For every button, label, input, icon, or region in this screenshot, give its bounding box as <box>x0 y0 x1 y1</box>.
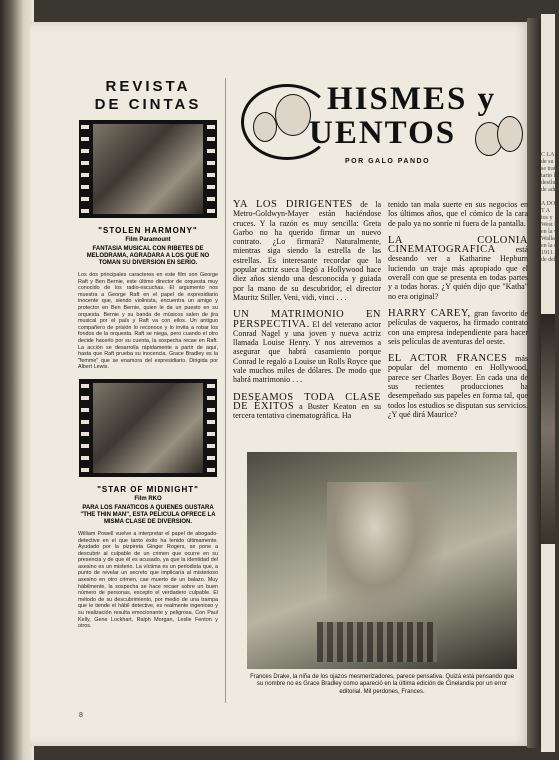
logo-title-line1: HISMES y <box>327 81 497 117</box>
gossip-item: tenido tan mala suerte en sus negocios en los últimos años, que el cómico de la cara de palo ya no sonríe ni fuera de la pantalla. <box>388 200 528 228</box>
gossip-column-a <box>233 200 381 429</box>
gossip-item: HARRY CAREY, gran favorito de películas de vaqueros, ha firmado contrato con una empresa independiente para hacer seis películas de aventuras del oeste. <box>388 307 528 346</box>
review-subhead: FANTASIA MUSICAL CON RIBETES DE MELODRAMA, AGRADARA A LOS QUE NO TOMAN SU DIVERSION EN SERIO. <box>86 246 210 266</box>
chismes-y-cuentos-header <box>237 82 527 174</box>
review-title: "STOLEN HARMONY" <box>98 226 198 235</box>
film-strip-photo <box>79 120 217 218</box>
page-gutter <box>527 18 541 748</box>
next-page-edge <box>541 14 559 752</box>
photo-caption: Frances Drake, la niña de los ojazos mesmerizadores, parece pensativa. Quizá está pensando que su nombre no es Grace Bradley como apareció en la última edición de Cinelandia por un error editorial. Mil perdones, Frances. <box>250 674 514 695</box>
column-divider <box>225 78 226 703</box>
film-perforations-icon <box>207 379 215 477</box>
review-studio: Film Paramount <box>125 237 171 243</box>
cartoon-man-illustration <box>275 94 311 136</box>
movie-still <box>93 124 203 214</box>
gossip-column-b <box>388 200 528 427</box>
review-body: William Powell vuelve a interpretar el papel de abogado-detective en el que tanto éxito ha tenido últimamente. Ayudado por la pizpireta Ginger Rogers, se pone a descubrir al culpable de un crimen que ocurre en su presencia y de que él es acusado, ya que la identidad del asesino es un misterio. La víctima es un periodista que, a punto de revelar un secreto que implicaría al misterioso asesino en otro crimen, cae muerto de un balazo. Muy hábilmente, la sospecha se hace recaer sobre un buen número de personas, excepto el verdadero culpable. El método de su descubrimiento, por medio de una trampa que le tiende el hábil detective, es realmente ingenioso y su realización resulta emocionante y peligrosa. Con Paul Kelly, Gene Lockhart, Ralph Morgan, Leslie Fenton y otros. <box>78 530 218 630</box>
frances-drake-photo <box>247 452 517 669</box>
review-subhead: PARA LOS FANATICOS A QUIENES GUSTARA "THE THIN MAN", ESTA PELICULA OFRECE LA MISMA CLASE DE DIVERSION. <box>80 504 216 525</box>
rug-pattern <box>317 622 437 662</box>
page-number: 8 <box>79 712 83 719</box>
book-spine <box>0 0 34 760</box>
actress-figure <box>327 482 447 632</box>
review-studio: Film RKO <box>134 495 162 502</box>
film-strip-photo <box>79 379 217 477</box>
gossip-item: EL ACTOR FRANCES más popular del momento en Hollywood, parece ser Charles Boyer. En cada una de sus recientes producciones ha desempeñado sus papeles en forma tal, que todos los estudios se disputan sus servicios. ¿Y qué dirá Maurice? <box>388 353 528 419</box>
film-perforations-icon <box>81 120 89 218</box>
next-page-photo <box>541 314 555 544</box>
cartoon-couple-illustration <box>497 116 523 152</box>
logo-title-line2: UENTOS <box>309 115 457 151</box>
film-perforations-icon <box>81 379 89 477</box>
gossip-item: LA COLONIA CINEMATOGRAFICA está deseando ver a Katharine Hepburn luciendo un traje más apropiado que el overall con que se presenta en todas partes y a todas horas. ¿Y quién dijo que "Katha" no era original? <box>388 234 528 301</box>
review-title: "STAR OF MIDNIGHT" <box>97 484 199 494</box>
byline: POR GALO PANDO <box>345 158 431 165</box>
gossip-item: DESEAMOS TODA CLASE DE ÉXITOS a Buster Keaton en su tercera tentativa cinematográfica. Ha <box>233 391 381 421</box>
revista-de-cintas-column <box>78 78 218 630</box>
film-perforations-icon <box>207 120 215 218</box>
gossip-item: UN MATRIMONIO EN PERSPECTIVA. El del veterano actor Conrad Nagel y una joven y nueva actriz llamada Louise Henry. Y nos atrevemos a asegurar que habrá casamiento porque Conrad le regaló a Louise un Rolls Royce que vale muchos miles de dólares. De modo que habrá matrimonio . . . <box>233 309 381 385</box>
section-title: REVISTA DE CINTAS <box>94 78 202 113</box>
movie-still <box>93 383 203 473</box>
next-page-text: C LA de su se trata tario l desilusi de adm A DO T A tos y West h en la v Wallac en la c 1911. de del <box>541 152 559 263</box>
cartoon-woman-illustration <box>253 112 277 142</box>
gossip-item: YA LOS DIRIGENTES de la Metro-Goldwyn-Mayer están haciéndose cruces. Y la razón es muy sencilla: Greta Garbo no ha querido firmar un nuevo contrato. ¿Lo firmará? Naturalmente, mientras siga siendo la estrella de las estrellas. Es interesante recordar que la popular actriz sueca llegó a Hollywood hace diez años siendo una desconocida y guiada por la mano de su descubridor, el director Mauritz Stiller. Veni, vidi, vinci . . . <box>233 199 381 302</box>
review-body: Los dos principales caracteres en este film son George Raft y Ben Bernie, este último director de orquesta muy conocido de los radio-escuchas. El argumento nos muestra a George Raft en el papel de expresidiario inocente que, siendo violinista, encuentra un amigo y protector en Ben Bernie, quien le da un puesto en su orquesta. Bernie y su banda de músicos salen de jira musical por el país y Raft va con ellos. Un antiguo compañero de prisión lo reconoce y lo invita a robar los fondos de la orquesta. Raft se niega, pero cuando el otro decide hacerlo por su cuenta, la sospecha recae en Raft. La acción se desarrolla rápidamente a partir de aquí, hasta que Raft prueba su inocencia. Grace Bradley es la "femme" que se enamora del expresidiario. Dirigida por Albert Lewis. <box>78 272 218 371</box>
